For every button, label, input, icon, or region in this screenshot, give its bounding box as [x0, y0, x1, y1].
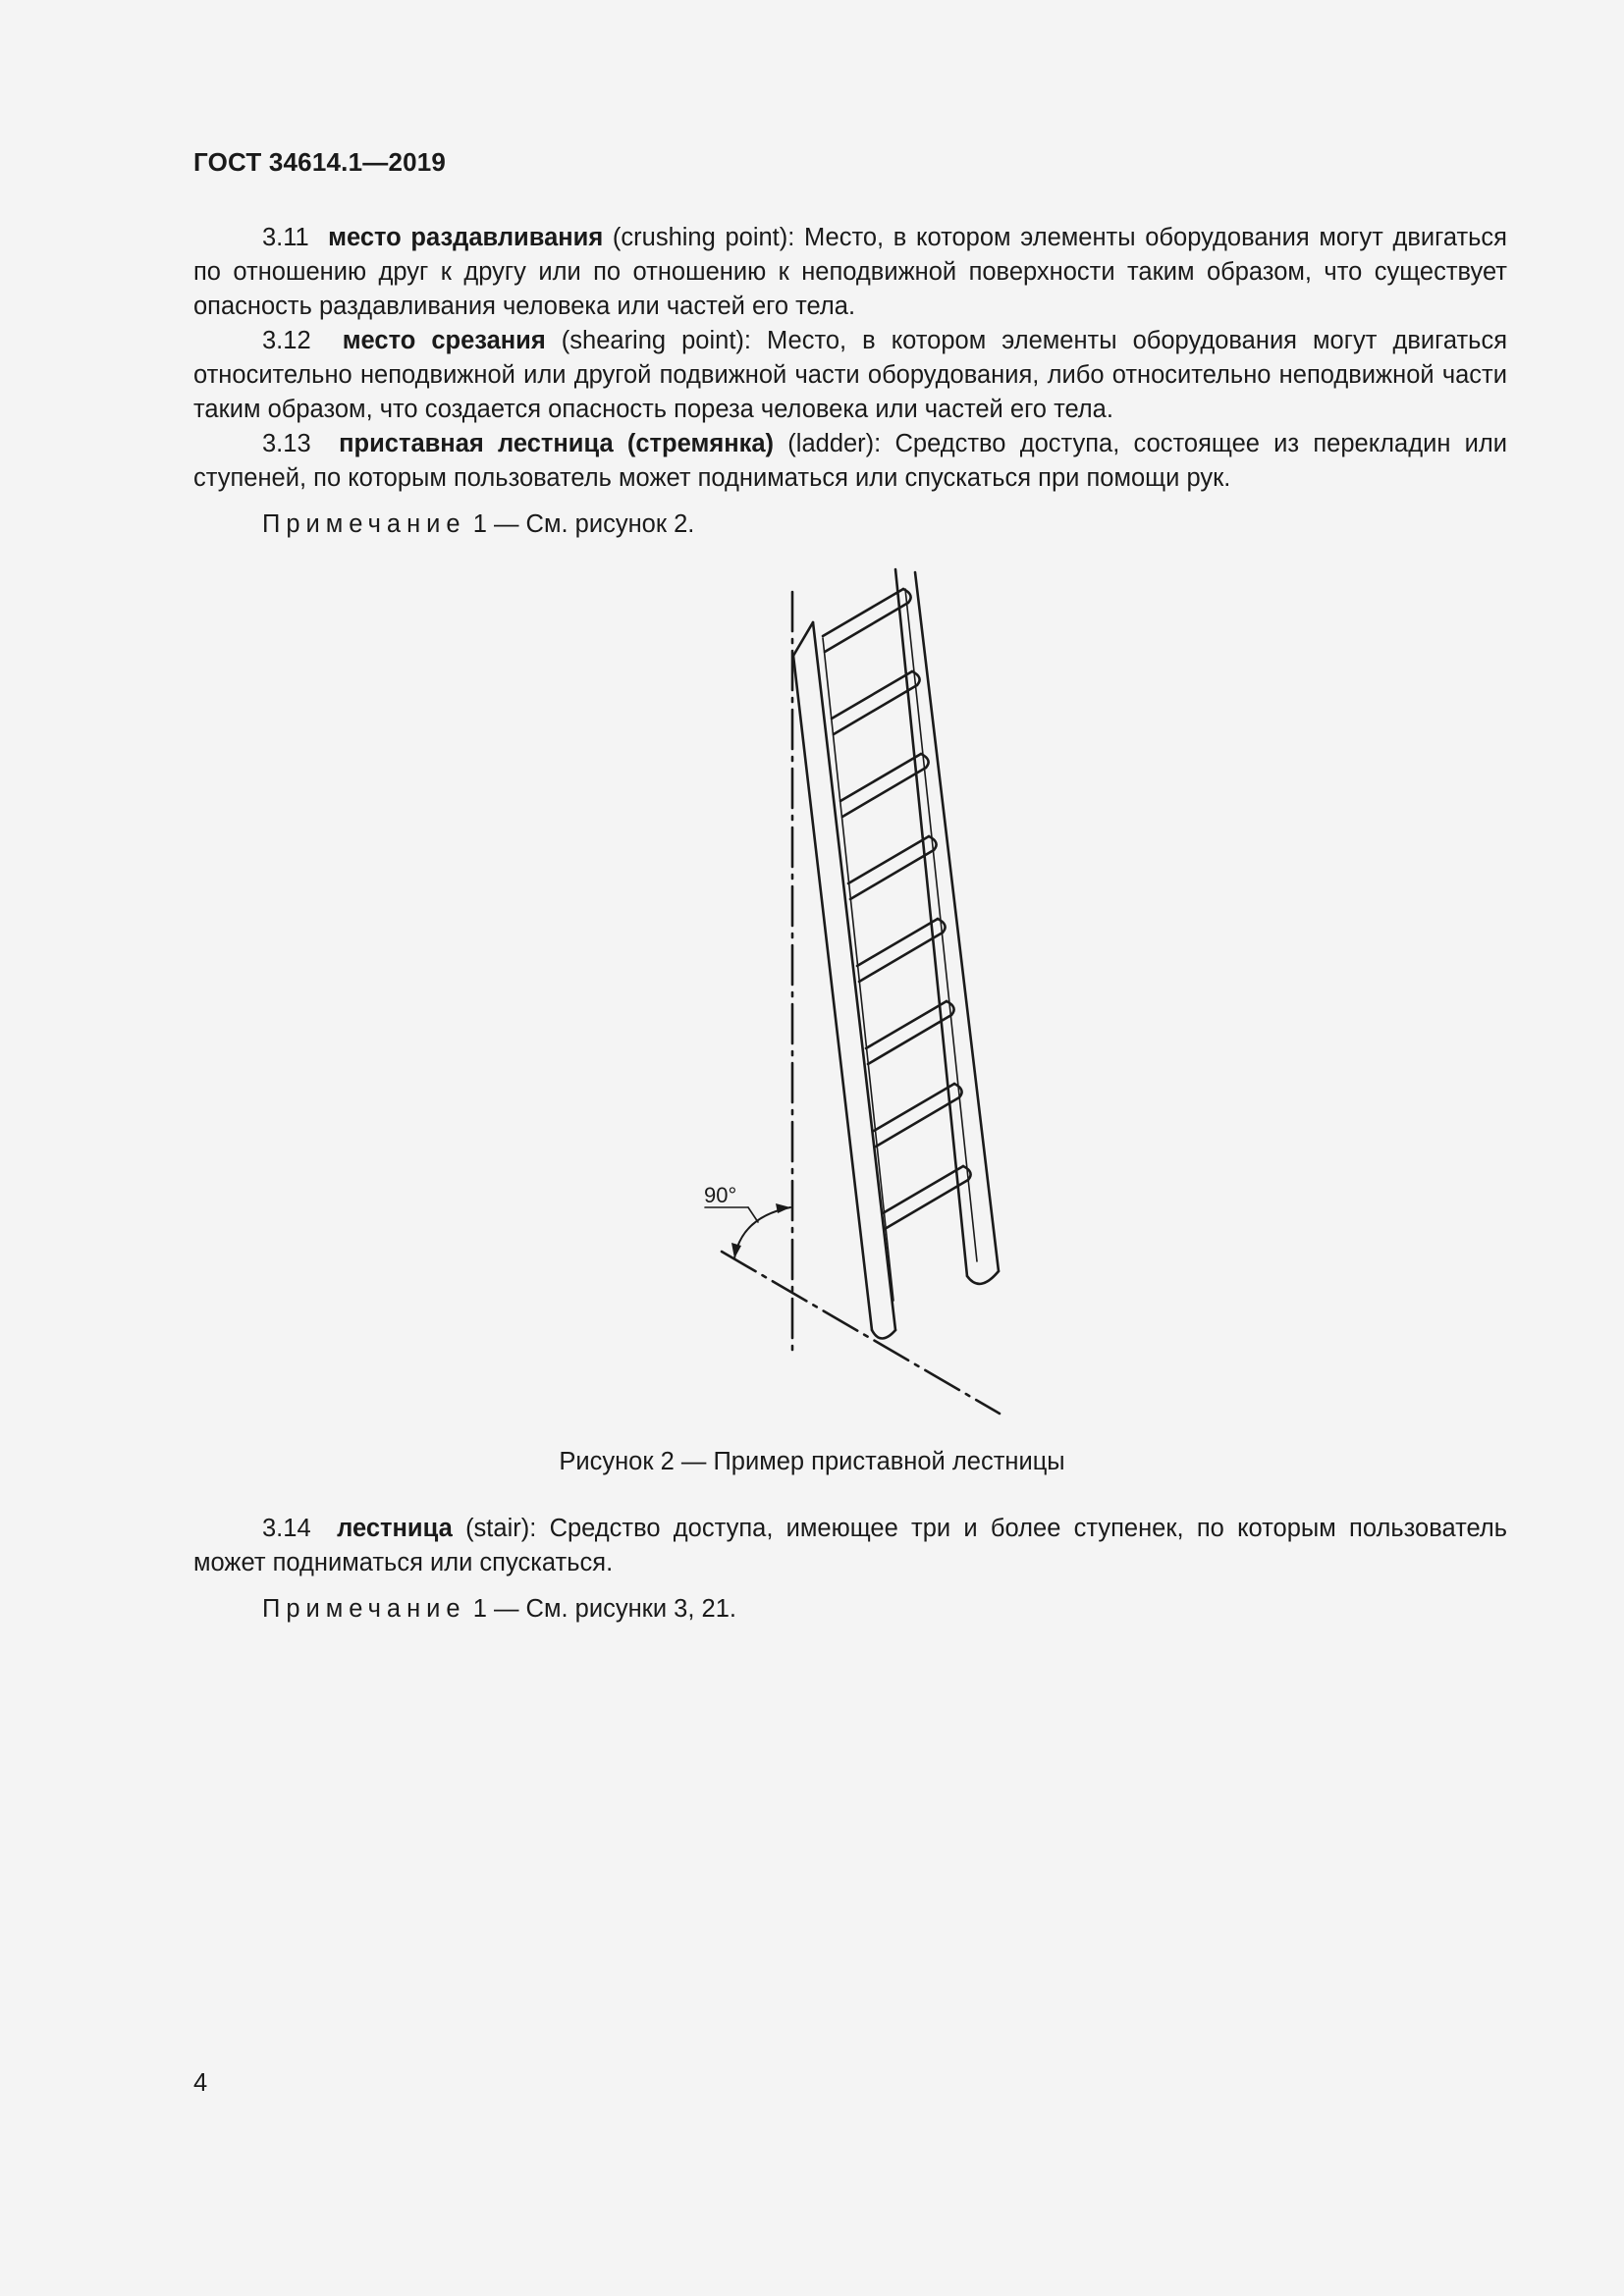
ladder-rungs — [823, 589, 971, 1229]
clause-number: 3.13 — [262, 430, 311, 457]
note-label: Примечание — [262, 1595, 466, 1623]
clause-term: место срезания — [342, 327, 546, 354]
clause-definition: : Средство доступа, состоящее из перекладин или ступеней, по которым пользователь может подниматься или спускаться при помощи рук. — [193, 430, 1508, 492]
ladder-left-rail — [793, 622, 895, 1339]
clause-english: (stair) — [465, 1515, 530, 1542]
clause-term: приставная лестница (стремянка) — [339, 430, 775, 457]
clause-3-14 — [193, 1512, 1507, 1580]
document-header: ГОСТ 34614.1—2019 — [193, 147, 447, 177]
clause-english: (ladder) — [787, 430, 875, 457]
note-text: 1 — См. рисунки 3, 21. — [465, 1595, 736, 1623]
figure-caption: Рисунок 2 — Пример приставной лестницы — [559, 1448, 1065, 1475]
clause-english: (shearing point) — [561, 327, 744, 354]
ground-reference-line — [722, 1252, 1000, 1414]
definitions-block-bottom — [193, 1512, 1507, 1627]
clause-number: 3.12 — [262, 327, 311, 354]
clause-english: (crushing point) — [612, 224, 788, 251]
clause-definition: : Место, в котором элементы оборудования могут двигаться относительно неподвижной или другой подвижной части оборудования, либо относительно неподвижной части таким образом, что создается опасность пореза человека или частей его тела. — [193, 327, 1508, 423]
clause-definition: : Средство доступа, имеющее три и более ступенек, по которым пользователь может подниматься или спускаться. — [193, 1515, 1507, 1576]
clause-term: место раздавливания — [328, 224, 604, 251]
clause-number: 3.14 — [262, 1515, 311, 1542]
clause-term: лестница — [337, 1515, 453, 1542]
angle-label: 90° — [704, 1183, 737, 1207]
clause-number: 3.11 — [262, 224, 309, 251]
angle-indicator — [705, 1203, 790, 1258]
clause-definition: : Место, в котором элементы оборудования могут двигаться по отношению друг к другу или по отношению к неподвижной поверхности таким образом, что существует опасность раздавливания человека или частей его тела. — [193, 224, 1507, 320]
page-number: 4 — [193, 2069, 208, 2097]
note-text: 1 — См. рисунок 2. — [465, 510, 695, 538]
note-figures-3-21 — [193, 1592, 1507, 1627]
note-label: Примечание — [262, 510, 466, 538]
